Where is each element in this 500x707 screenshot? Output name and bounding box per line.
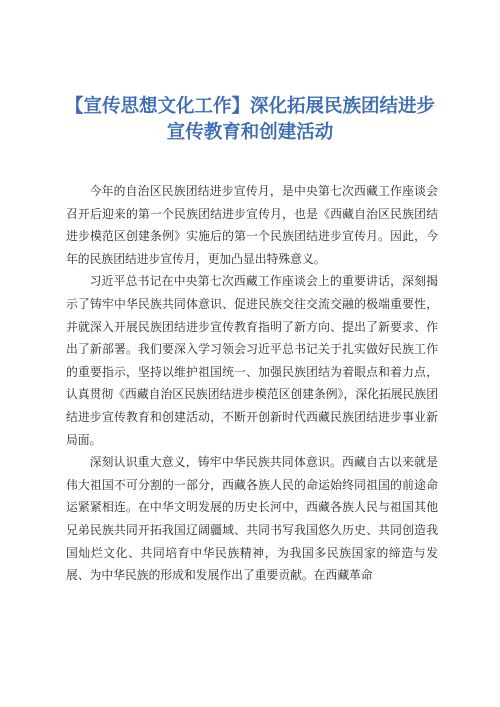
document-body [66, 180, 438, 587]
document-title-line-1: 【宣传思想文化工作】深化拓展民族团结进步 [64, 96, 435, 117]
paragraph-3: 深刻认识重大意义，铸牢中华民族共同体意识。西藏自古以来就是伟大祖国不可分割的一部分，西藏各族人民的命运始终同祖国的前途命运紧紧相连。在中华文明发展的历史长河中，西藏各族人民与祖国其他兄弟民族共同开拓我国辽阔疆域、共同书写我国悠久历史、共同创造我国灿烂文化、共同培育中华民族精神，为我国多民族国家的缔造与发展、为中华民族的形成和发展作出了重要贡献。在西藏革命 [66, 455, 438, 583]
document-title-line-2: 宣传教育和创建活动 [166, 122, 334, 143]
paragraph-1: 今年的自治区民族团结进步宣传月，是中央第七次西藏工作座谈会召开后迎来的第一个民族团结进步宣传月，也是《西藏自治区民族团结进步模范区创建条例》实施后的第一个民族团结进步宣传月。因此，今年的民族团结进步宣传月，更加凸显出特殊意义。 [66, 184, 438, 266]
paragraph-2: 习近平总书记在中央第七次西藏工作座谈会上的重要讲话，深刻揭示了铸牢中华民族共同体意识、促进民族交往交流交融的极端重要性，并就深入开展民族团结进步宣传教育指明了新方向、提出了新要求、作出了新部署。我们要深入学习领会习近平总书记关于扎实做好民族工作的重要指示，坚持以维护祖国统一、加强民族团结为着眼点和着力点，认真贯彻《西藏自治区民族团结进步模范区创建条例》，深化拓展民族团结进步宣传教育和创建活动，不断开创新时代西藏民族团结进步事业新局面。 [66, 274, 438, 447]
